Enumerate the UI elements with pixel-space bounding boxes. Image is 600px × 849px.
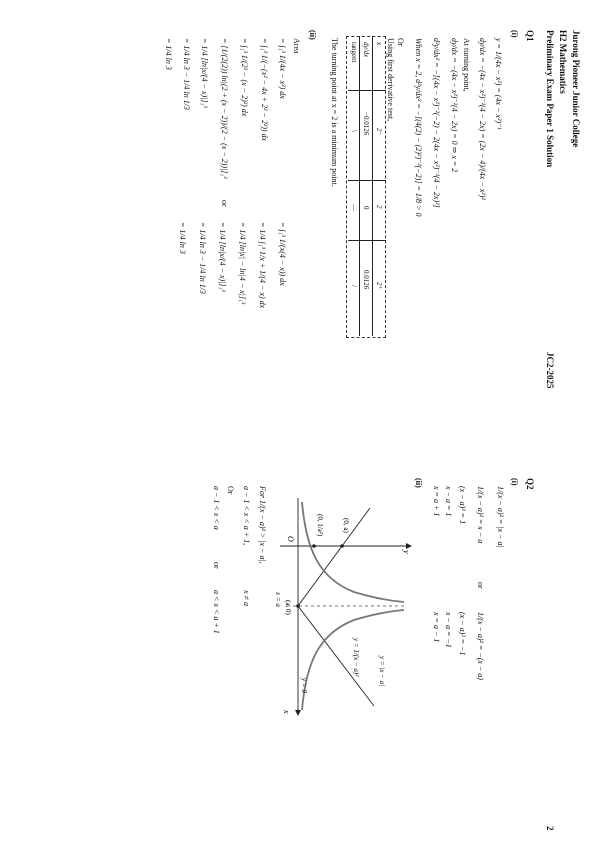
q1-line2: dy/dx = −(4x − x²)⁻²(4 − 2x) = (2x − 4)/(4x − x²)²: [478, 38, 487, 200]
table-cell: /: [350, 285, 358, 287]
alt-line: = 1/4 ln 3 − 1/4 ln 1/3: [198, 222, 207, 294]
pt-x-label: (a, 0): [284, 600, 292, 615]
area-line: = ∫₁³ 1/(4x − x²) dx: [278, 38, 287, 99]
q1-conclusion: The turning point at x = 2 is a minimum point.: [330, 38, 339, 187]
q2-left-line: x − a = 1: [444, 486, 453, 517]
table-cell: x: [375, 42, 383, 46]
y-intercept-recip-point: [312, 544, 316, 548]
derivative-table: [346, 36, 386, 338]
q2-part-i: (i): [510, 478, 519, 486]
q1-line3: dy/dx = −(4x − x²)⁻²(4 − 2x) = 0 ⇒ x = 2: [450, 38, 459, 173]
x-intercept-point: [296, 604, 300, 608]
q1-part-i: (i): [510, 30, 519, 38]
v-asymptote-label: x = a: [274, 592, 282, 607]
table-cell: tangent: [350, 42, 358, 63]
x-axis-label: x: [282, 710, 291, 714]
q1-or: Or: [396, 38, 405, 47]
subject-name: H2 Mathematics: [558, 30, 568, 94]
q2-left-line: (x − a)³ = 1: [458, 486, 467, 525]
table-cell: —: [350, 204, 358, 211]
table-cell: −0.0126: [362, 112, 370, 136]
q2-or: or: [476, 582, 485, 589]
college-name: Jurong Pioneer Junior College: [571, 30, 581, 148]
q1-line5: When x = 2, d²y/dx² = −[(4(2) − (2)²)⁻²(−2)] = 1/8 > 0: [414, 38, 423, 217]
x-axis-arrow-icon: [295, 710, 301, 716]
table-cell: dy/dx: [362, 42, 370, 58]
recip-curve-label: y = 1/(x − a)²: [352, 638, 360, 677]
q2-ineq2b: a < x < a + 1: [212, 590, 221, 634]
q2-left-line: 1/(x − a)² = x − a: [476, 486, 485, 544]
y-intercept-abs-point: [340, 544, 344, 548]
q2-or3: or: [212, 562, 221, 569]
table-cell: 2: [375, 205, 383, 209]
table-cell: 2⁺: [375, 282, 383, 290]
q2-right-line: 1/(x − a)² = −(x − a): [476, 612, 485, 680]
table-cell: 0: [362, 206, 370, 210]
area-line: = 1/4 ln 3 − 1/4 ln 1/3: [182, 38, 191, 110]
abs-curve-label: y = |x − a|: [378, 656, 386, 687]
h-asymptote-label: y = 0: [300, 678, 308, 693]
q2-ineq1: a − 1 < x < a + 1,: [242, 486, 251, 546]
q2-ineq1b: x ≠ a: [242, 590, 251, 606]
area-label: Area: [292, 38, 301, 54]
q1-first-derivative-test: Using first derivative test,: [386, 38, 395, 122]
q2-main-equation: 1/(x − a)² = |x − a|: [496, 486, 505, 548]
q1-turning-text: At turning point,: [462, 38, 471, 92]
q2-part-ii: (ii): [414, 478, 423, 488]
q2-for-line: For 1/(x − a)² > |x − a|,: [258, 486, 267, 564]
q2-left-line: x = a + 1: [432, 486, 441, 517]
alt-line: = 1/4 ln 3: [178, 222, 187, 254]
area-line: = 1/4 [ln|x/(4 − x)|]₁³: [200, 38, 209, 108]
pt-recip-label: (0, 1/a²): [316, 514, 324, 537]
q1-label: Q1: [525, 30, 535, 42]
q2-right-line: (x − a)³ = −1: [458, 612, 467, 656]
area-line: = ∫₁³ 1/(2² − (x − 2)²) dx: [240, 38, 249, 117]
alt-line: = ∫₁³ 1/(x(4 − x)) dx: [278, 222, 287, 286]
abs-curve: [298, 508, 374, 706]
q2-right-line: x = a − 1: [432, 612, 441, 643]
area-line: = 1/4 ln 3: [164, 38, 173, 70]
page-number: 2: [545, 826, 555, 831]
exam-title: Preliminary Exam Paper 1 Solution: [545, 30, 555, 168]
q1-line1: y = 1/(4x − x²) = (4x − x²)⁻¹: [494, 38, 503, 130]
area-line: = ∫₁³ 1/(−(x² − 4x + 2² − 2²)) dx: [260, 38, 269, 142]
q1-line4: d²y/dx² = −[(4x − x²)⁻²(−2) − 2(4x − x²)⁻³(4 − 2x)²]: [432, 38, 441, 208]
q2-ineq2: a − 1 < x < a: [212, 486, 221, 530]
alt-line: = 1/4 ∫₁³ 1/x + 1/(4 − x) dx: [258, 222, 267, 309]
table-cell: 2⁻: [375, 128, 383, 136]
q2-graph: [274, 488, 414, 718]
q2-label: Q2: [525, 478, 535, 490]
q1-or-right: or: [220, 200, 229, 207]
area-line: = [1/(2(2)) ln|(2 + (x − 2))/(2 − (x − 2))|]₁³: [220, 38, 229, 179]
y-axis-label: y: [402, 550, 411, 554]
y-axis-arrow-icon: [406, 543, 412, 549]
pt-abs-label: (0, a): [342, 518, 350, 533]
exam-code: JC2-2025: [545, 352, 555, 389]
alt-line: = 1/4 [ln|x/(4 − x)|]₁³: [218, 222, 227, 292]
origin-label: O: [286, 536, 295, 542]
q1-part-ii: (ii): [308, 30, 317, 40]
q2-right-line: x − a = −1: [444, 612, 453, 648]
q2-or2: Or: [226, 486, 235, 495]
table-cell: 0.0126: [362, 270, 370, 290]
alt-line: = 1/4 [ln|x| − ln|4 − x|]₁³: [238, 222, 247, 305]
table-cell: \: [350, 130, 358, 132]
